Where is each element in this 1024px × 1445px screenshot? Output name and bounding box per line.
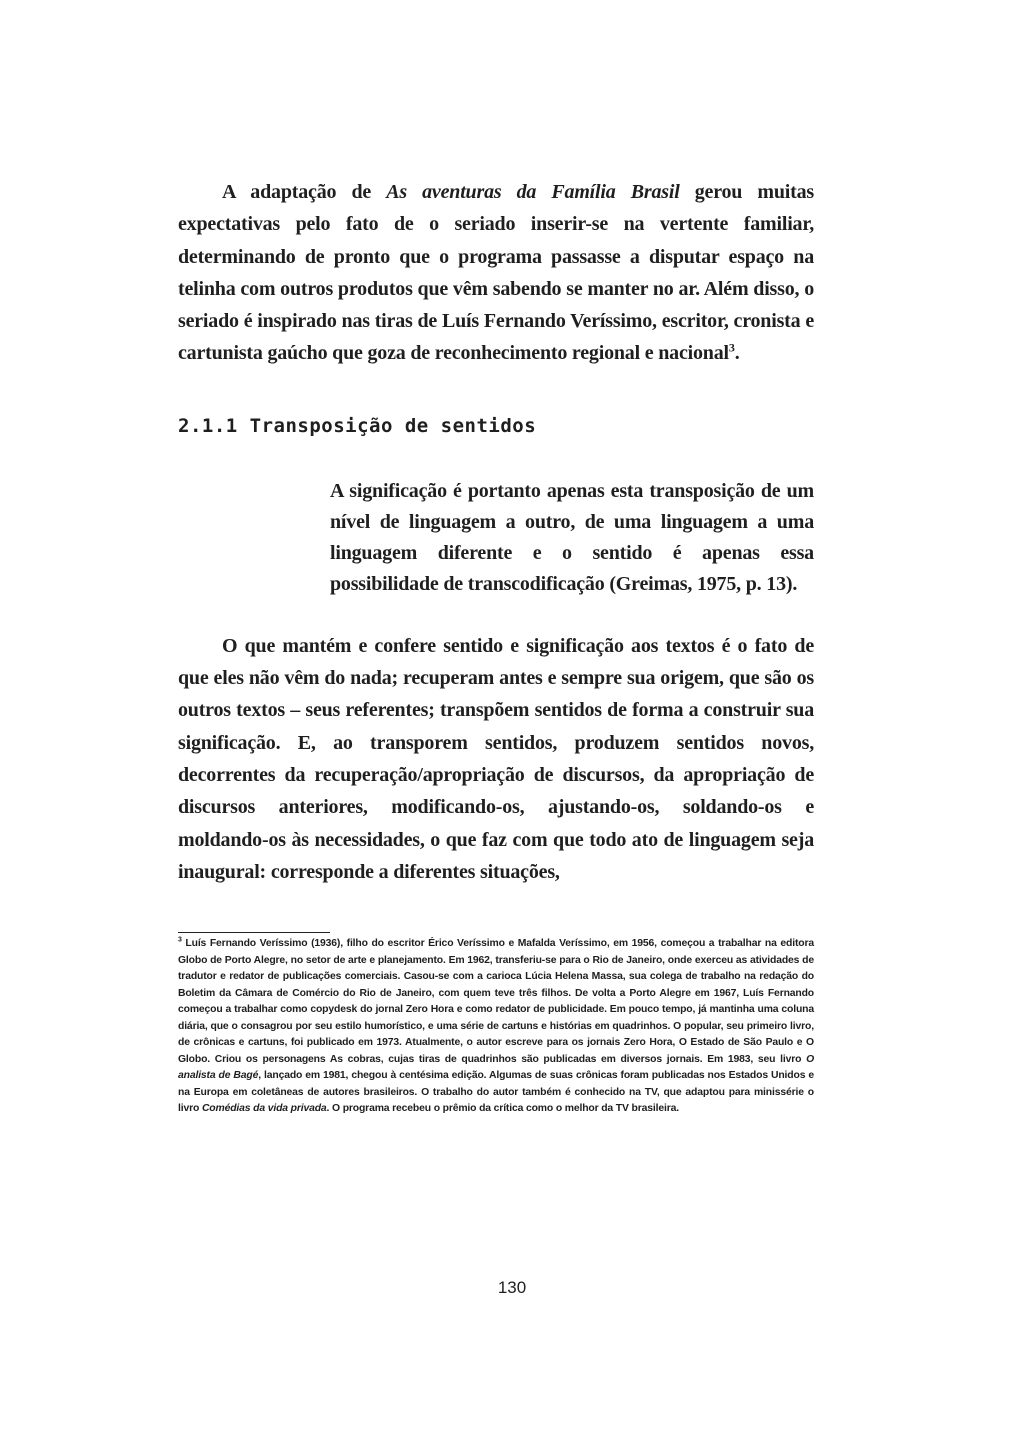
footnote-divider <box>178 932 330 933</box>
text-run: , lançado em 1981, chegou à centésima edição. Algumas de suas crônicas foram publicadas nos Estados Unidos e na Europa em coletâneas de autores brasileiros. O trabalho do autor também é conhecido na TV, que adaptou para minissérie o livro <box>178 1070 814 1115</box>
document-page <box>178 176 814 1118</box>
footnote-reference[interactable]: 3 <box>728 340 735 355</box>
text-run: Luís Fernando Veríssimo (1936), filho do escritor Érico Veríssimo e Mafalda Veríssimo, em 1956, começou a trabalhar na editora Globo de Porto Alegre, no setor de arte e planejamento. Em 1962, transferiu-se para o Rio de Janeiro, onde exerceu as atividades de tradutor e redator de publicações comerciais. Casou-se com a carioca Lúcia Helena Massa, sua colega de trabalho na redação do Boletim da Câmara de Comércio do Rio de Janeiro, com quem teve três filhos. De volta a Porto Alegre em 1967, Luís Fernando começou a trabalhar como copydesk do jornal Zero Hora e como redator de publicidade. Em pouco tempo, já mantinha uma coluna diária, que o consagrou por seu estilo humorístico, e uma série de cartuns e histórias em quadrinhos. O popular, seu primeiro livro, de crônicas e cartuns, foi publicado em 1973. Atualmente, o autor escreve para os jornais Zero Hora, O Estado de São Paulo e O Globo. Criou os personagens As cobras, cujas tiras de quadrinhos são publicadas em diversos jornais. Em 1983, seu livro <box>178 938 814 1065</box>
book-title: O analista de Bagé <box>178 1053 814 1082</box>
text-run: gerou muitas expectativas pelo fato de o seriado inserir-se na vertente familiar, determinando de pronto que o programa passasse a disputar espaço na telinha com outros produtos que vêm sabendo se manter no ar. Além disso, o seriado é inspirado nas tiras de Luís Fernando Veríssimo, escritor, cronista e cartunista gaúcho que goza de reconhecimento regional e nacional <box>178 181 814 365</box>
work-title: As aventuras da Família Brasil <box>386 181 680 203</box>
text-run: . O programa recebeu o prêmio da crítica como o melhor da TV brasileira. <box>326 1103 679 1115</box>
footnote <box>178 936 814 1118</box>
paragraph-meaning: O que mantém e confere sentido e significação aos textos é o fato de que eles não vêm do nada; recuperam antes e sempre sua origem, que são os outros textos – seus referentes; transpõem sentidos de forma a construir sua significação. E, ao transporem sentidos, produzem sentidos novos, decorrentes da recuperação/apropriação de discursos, da apropriação de discursos anteriores, modificando-os, ajustando-os, soldando-os e moldando-os às necessidades, o que faz com que todo ato de linguagem seja inaugural: corresponde a diferentes situações, <box>178 634 814 883</box>
footnote-number: 3 <box>178 936 182 944</box>
section-heading: 2.1.1 Transposição de sentidos <box>178 414 537 437</box>
block-quote: A significação é portanto apenas esta transposição de um nível de linguagem a outro, de uma linguagem a uma linguagem diferente e o sentido é apenas essa possibilidade de transcodificação (Greimas, 1975, p. 13). <box>330 479 814 595</box>
book-title: Comédias da vida privada <box>201 1103 327 1115</box>
text-run: A adaptação de <box>222 181 387 203</box>
page-number: 130 <box>497 1278 527 1297</box>
text-run: . <box>734 342 740 365</box>
paragraph-adaptation <box>178 176 814 370</box>
